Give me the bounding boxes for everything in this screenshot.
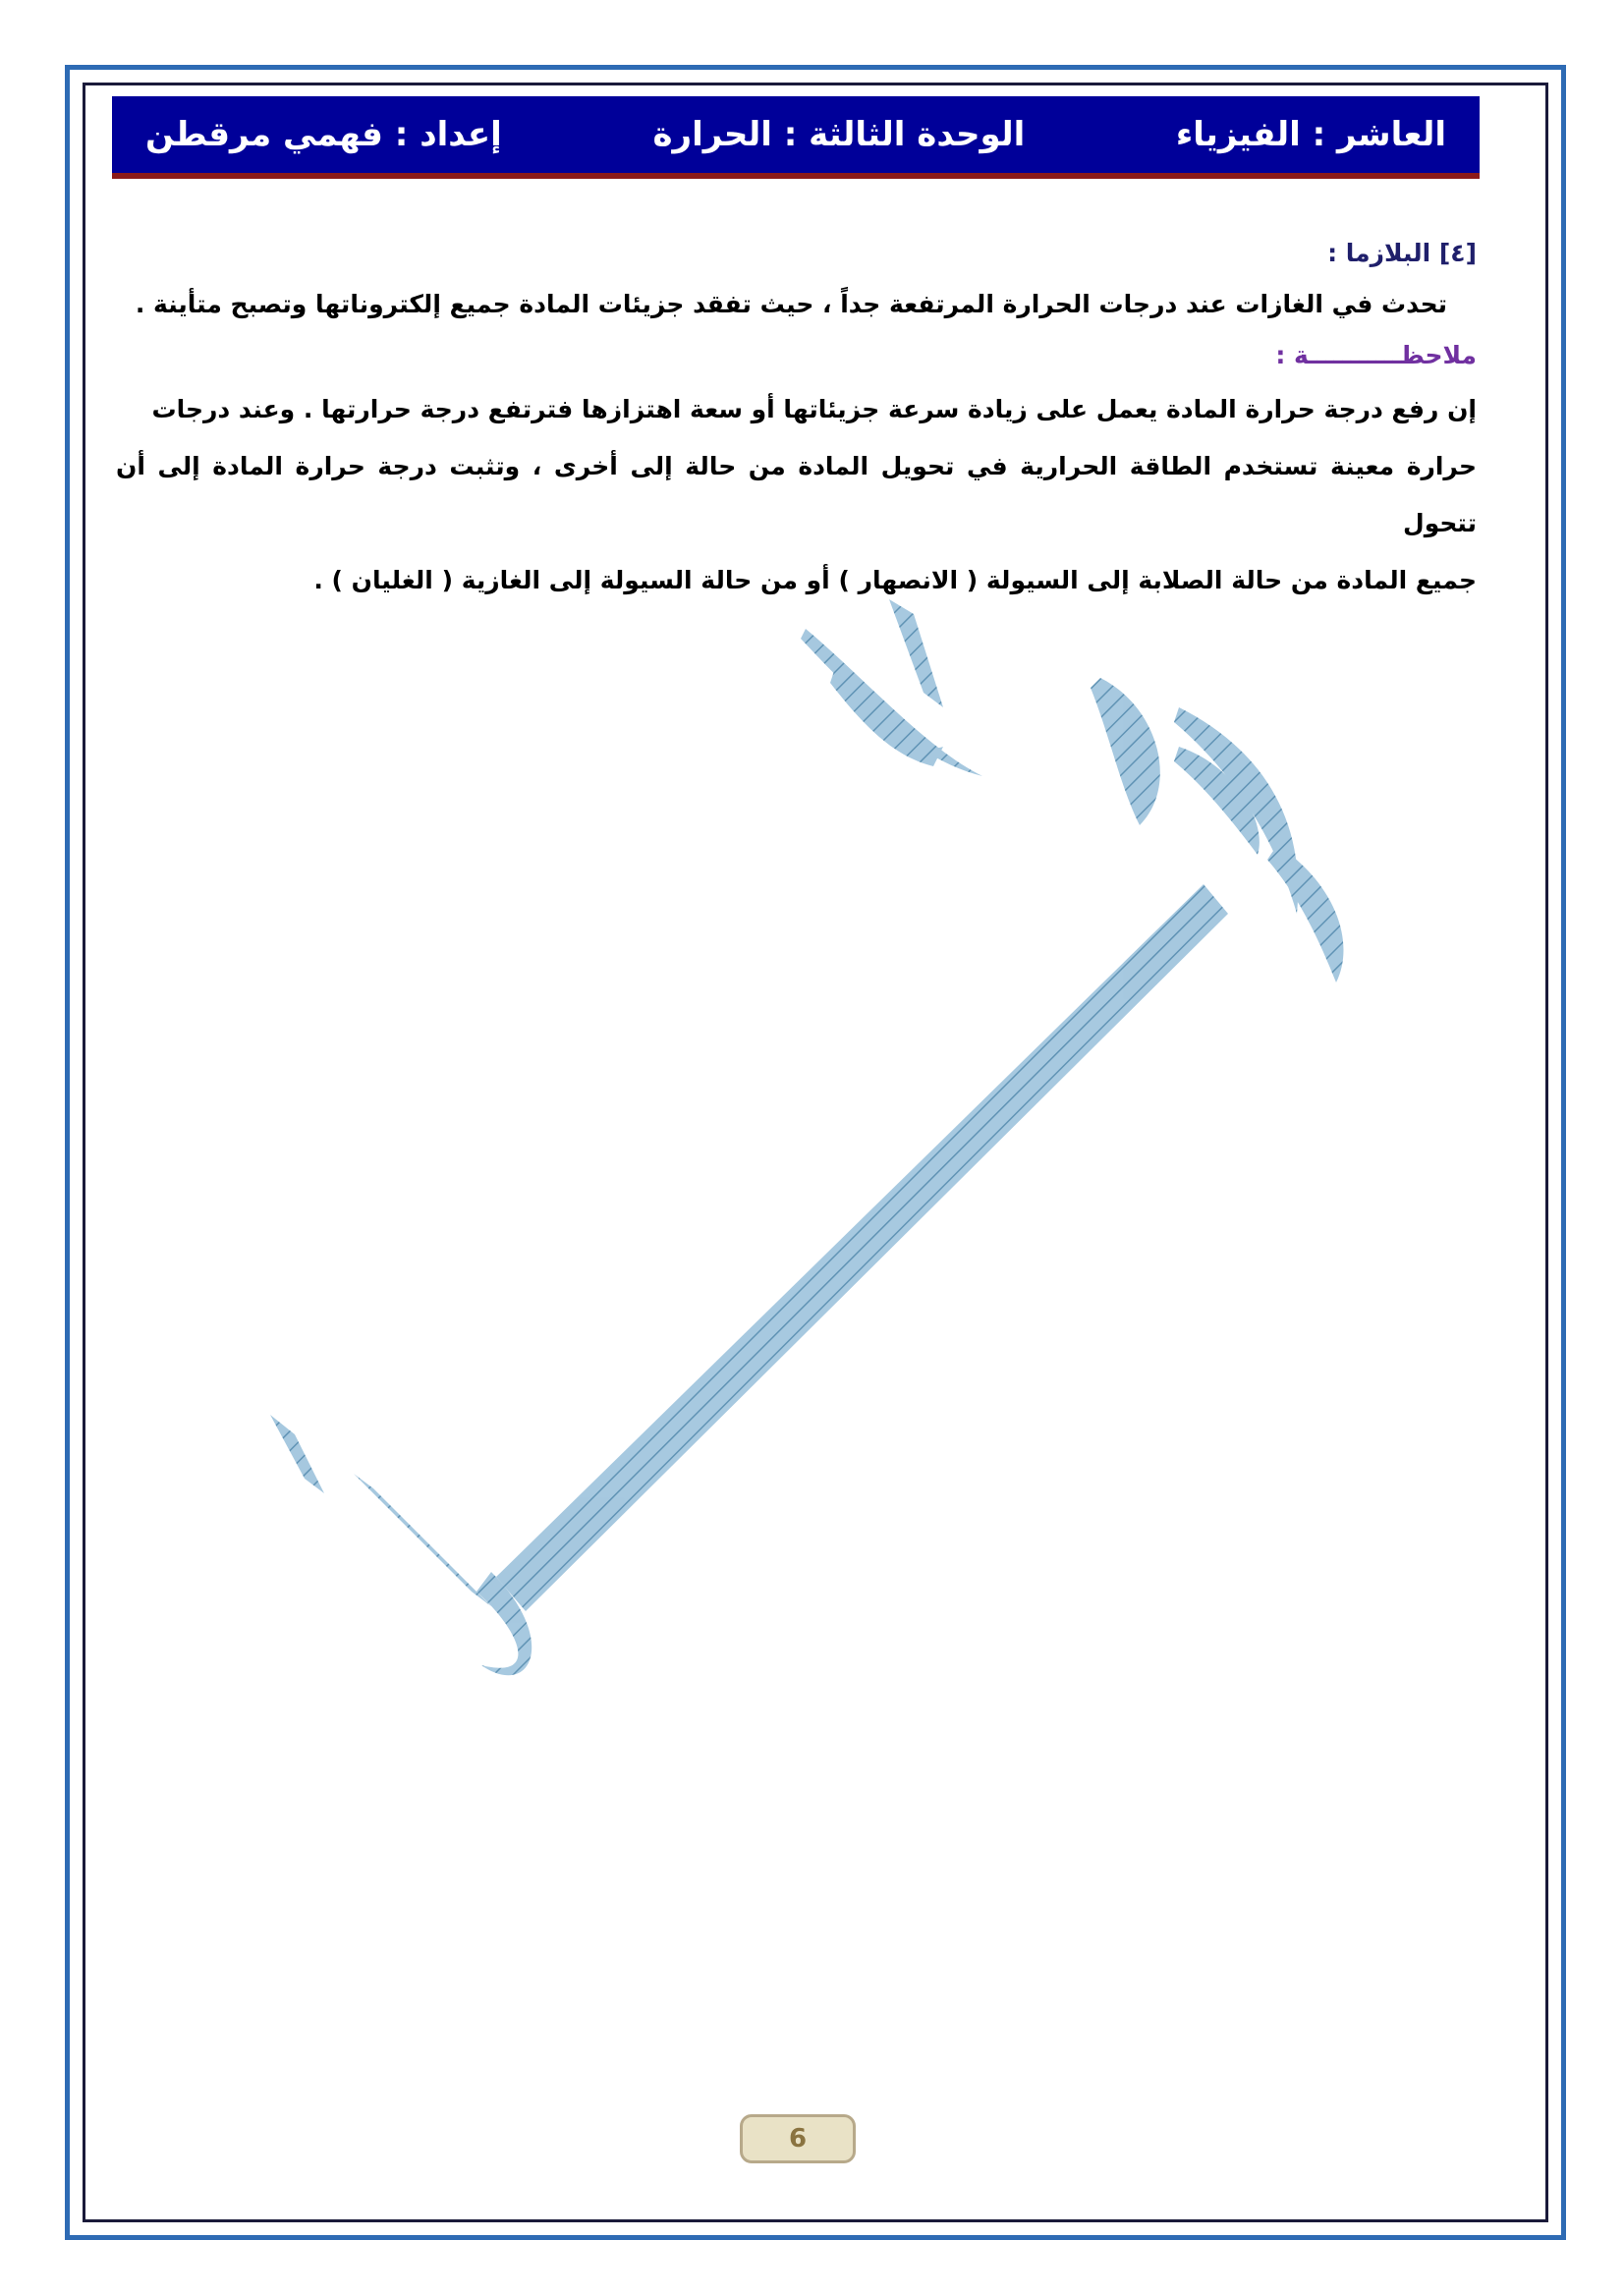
note-line: جميع المادة من حالة الصلابة إلى السيولة ( الانصهار ) أو من حالة السيولة إلى الغازية ( الغليان ) . (313, 566, 1477, 594)
note-title: ملاحظـــــــــــة : (1275, 341, 1477, 369)
note-line: إن رفع درجة حرارة المادة يعمل على زيادة سرعة جزيئاتها أو سعة اهتزازها فترتفع درجة حرارتها . وعند درجات (151, 395, 1477, 423)
page-header (112, 96, 1480, 173)
note-paragraph (116, 381, 1477, 609)
header-subject: العاشر : الفيزياء (1175, 115, 1446, 154)
page-number: 6 (740, 2114, 856, 2163)
header-author: إعداد : فهمي مرقطن (145, 115, 502, 154)
note-line: حرارة معينة تستخدم الطاقة الحرارية في تحويل المادة من حالة إلى أخرى ، وتثبت درجة حرارة المادة إلى أن تتحول (116, 452, 1477, 537)
header-rule (112, 173, 1480, 179)
section-title: [٤] البلازما : (1327, 239, 1477, 267)
document-body (116, 228, 1477, 609)
section-body: تحدث في الغازات عند درجات الحرارة المرتفعة جداً ، حيث تفقد جزيئات المادة جميع إلكتروناتها وتصبح متأينة . (135, 290, 1447, 318)
header-unit: الوحدة الثالثة : الحرارة (652, 115, 1026, 154)
